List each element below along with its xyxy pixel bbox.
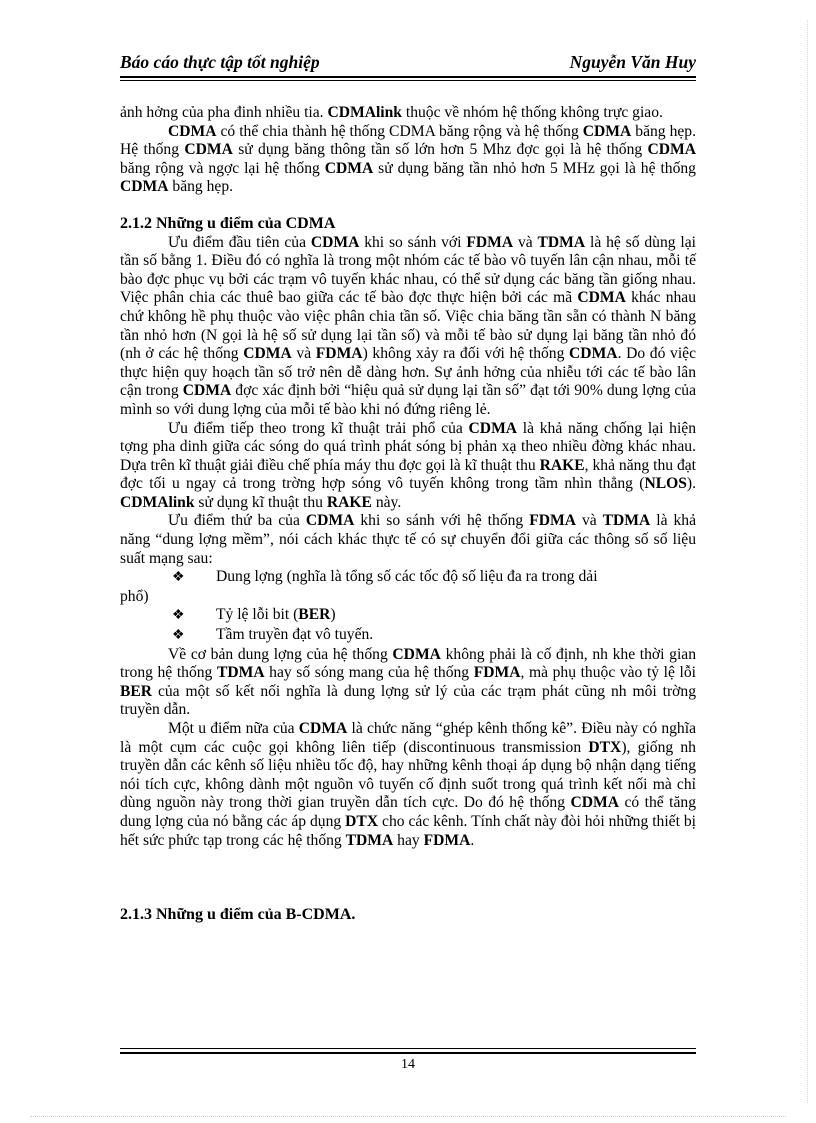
bullet-item-capacity-continued: phổ): [120, 587, 149, 605]
paragraph-7: Một u điểm nữa của CDMA là chức năng “ghép kênh thống kê”. Điều này có nghĩa là một cụm các cuộc gọi không liên tiếp (discontinuous transmission DTX), giống nh truyền dẫn các kênh số liệu nhiều tốc độ, hay những kênh thoại áp dụng bộ nhận dạng tiếng nói tích cực, không dành một nguồn vô tuyến cố định suốt trong quá trình kết nối mà chỉ dùng nguồn này trong thời gian truyền dẫn tích cực. Do đó hệ thống CDMA có thể tăng dung lợng của nó bằng các áp dụng DTX cho các kênh. Tính chất này đòi hỏi những thiết bị hết sức phức tạp trong các hệ thống TDMA hay FDMA.: [120, 720, 696, 849]
header-title: Báo cáo thực tập tốt nghiệp: [120, 52, 320, 72]
diamond-bullet-icon: ❖: [172, 608, 185, 624]
header-rule-thin: [120, 80, 696, 81]
page-edge-right: [807, 20, 808, 1103]
page-number: 14: [401, 1057, 415, 1072]
header-rule: [120, 76, 696, 78]
paragraph-1: ảnh hởng của pha đinh nhiều tia. CDMAlink thuộc về nhóm hệ thống không trực giao.: [120, 104, 663, 121]
diamond-bullet-icon: ❖: [172, 570, 185, 586]
page-body: [120, 104, 696, 925]
footer-rule: [120, 1052, 696, 1054]
bullet-item-ber: ❖ Tỷ lệ lỗi bit (BER): [120, 606, 696, 626]
bullet-item-range: ❖ Tầm truyền đạt vô tuyến.: [120, 626, 696, 646]
page-header: [120, 52, 696, 73]
paragraph-5: Ưu điểm thứ ba của CDMA khi so sánh với hệ thống FDMA và TDMA là khả năng “dung lợng mềm”, nói cách khác thực tế có sự chuyển đổi giữa các thông số số liệu suất mạng sau:: [120, 512, 697, 567]
footer-rule-thin: [120, 1048, 696, 1049]
paragraph-3: Ưu điểm đầu tiên của CDMA khi so sánh với FDMA và TDMA là hệ số dùng lại tần số bằng 1. Điều đó có nghĩa là trong một nhóm các tế bào vô tuyến lân cận nhau, mỗi tế bào đợc phục vụ bởi các trạm vô tuyến khác nhau, có thể sử dụng các băng tần giống nhau. Việc phân chia các thuê bao giữa các tế bào đợc thực hiện bởi các mã CDMA khác nhau chứ không hề phụ thuộc vào việc phân chia tần số. Việc chia băng tần sẵn có thành N băng tần nhỏ hơn (N gọi là hệ số sử dụng lại tần số) và mỗi tế bào sử dụng lại băng tần nhỏ đó (nh ở các hệ thống CDMA và FDMA) không xảy ra đối với hệ thống CDMA. Do đó việc thực hiện quy hoạch tần số trở nên dễ dàng hơn. Sự ảnh hởng của nhiễu tới các tế bào lân cận trong CDMA đợc xác định bởi “hiệu quả sử dụng lại tần số” đạt tới 90% dung lợng của mình so với dung lợng của mỗi tế bào khi nó đứng riêng lẻ.: [120, 233, 697, 418]
paragraph-4: Ưu điểm tiếp theo trong kĩ thuật trải phổ của CDMA là khả năng chống lại hiện tợng pha dinh giữa các sóng do quá trình phát sóng bị phản xạ theo nhiều đờng khác nhau. Dựa trên kĩ thuật giải điều chế phía máy thu đợc gọi là kĩ thuật thu RAKE, khả năng thu đạt đợc tối u ngay cả trong trờng hợp sóng vô tuyến không trong tầm nhìn thẳng (NLOS). CDMAlink sử dụng kĩ thuật thu RAKE này.: [120, 419, 697, 511]
diamond-bullet-icon: ❖: [172, 628, 185, 644]
paragraph-6: Về cơ bản dung lợng của hệ thống CDMA không phải là cố định, nh khe thời gian trong hệ thống TDMA hay số sóng mang của hệ thống FDMA, mà phụ thuộc vào tỷ lệ lỗi BER của một số kết nối nghĩa là dung lợng sử lý của các trạm phát cũng nh môi trờng truyền dẫn.: [120, 645, 696, 719]
section-heading-2-1-3: 2.1.3 Những u điểm của B-CDMA.: [120, 906, 356, 924]
page-edge-bottom: [30, 1116, 786, 1117]
bullet-item-capacity: ❖ Dung lợng (nghĩa là tổng số các tốc độ số liệu đa ra trong dải: [120, 568, 696, 588]
paragraph-2: CDMA có thể chia thành hệ thống CDMA băng rộng và hệ thống CDMA băng hẹp. Hệ thống CDMA sử dụng băng thông tần số lớn hơn 5 Mhz đợc gọi là hệ thống CDMA băng rộng và ngợc lại hệ thống CDMA sử dụng băng tần nhỏ hơn 5 MHz gọi là hệ thống CDMA băng hẹp.: [120, 122, 697, 196]
header-author: Nguyễn Văn Huy: [569, 52, 696, 72]
section-heading-2-1-2: 2.1.2 Những u điểm của CDMA: [120, 214, 336, 232]
